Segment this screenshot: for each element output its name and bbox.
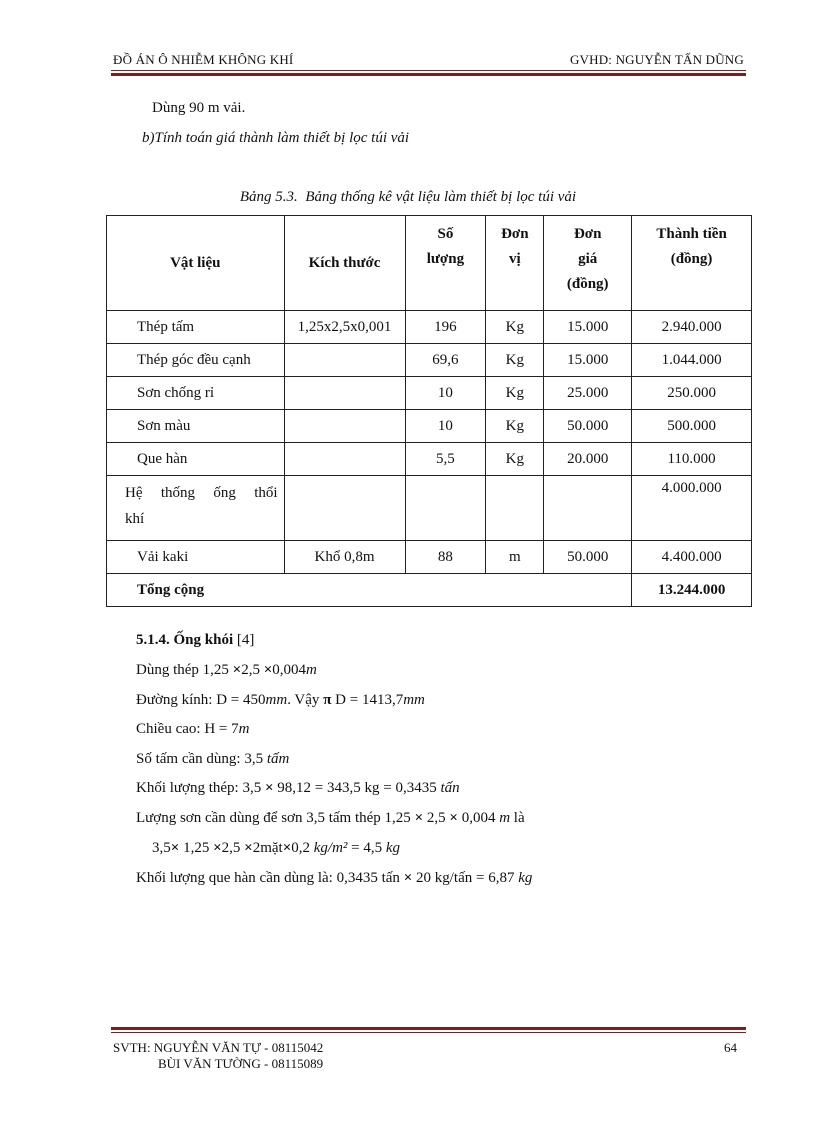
- cell-qty: 196: [405, 311, 486, 344]
- section-line-3: Chiều cao: H = 7m: [136, 721, 250, 737]
- cell-price: 50.000: [544, 410, 632, 443]
- header-rule-thick: [111, 73, 746, 76]
- cell-material: Sơn màu: [107, 410, 285, 443]
- section-line-7: 3,5× 1,25 ×2,5 ×2mặt×0,2 kg/m² = 4,5 kg: [152, 840, 401, 856]
- footer-author-2: BÙI VĂN TƯỜNG - 08115089: [158, 1056, 324, 1071]
- cell-material: Que hàn: [107, 443, 285, 476]
- cell-material-line-2: khí: [125, 511, 145, 527]
- table-row: [107, 377, 752, 410]
- table-row: [107, 344, 752, 377]
- table-sum-row: [107, 574, 752, 607]
- cell-unit: Kg: [486, 377, 544, 410]
- table-row: [107, 410, 752, 443]
- cell-price: [544, 476, 632, 541]
- cell-unit: Kg: [486, 410, 544, 443]
- cell-material: Thép tấm: [107, 311, 285, 344]
- multiply-icon: ×: [244, 840, 253, 856]
- col-header-total: Thành tiền (đồng): [632, 216, 752, 311]
- multiply-icon: ×: [170, 840, 180, 856]
- section-ref: [4]: [236, 632, 255, 648]
- multiply-icon: ×: [414, 810, 424, 826]
- materials-table: [106, 215, 752, 607]
- cell-size: [284, 476, 405, 541]
- multiply-icon: ×: [264, 780, 274, 796]
- cell-qty: 10: [405, 377, 486, 410]
- section-line-8: Khối lượng que hàn cần dùng là: 0,3435 tấn × 20 kg/tấn = 6,87 kg: [136, 870, 533, 886]
- section-line-1: Dùng thép 1,25 ×2,5 ×0,004m: [136, 662, 317, 678]
- intro-line-1: Dùng 90 m vải.: [152, 100, 246, 116]
- cell-price: 50.000: [544, 541, 632, 574]
- section-title: 5.1.4. Ống khói: [136, 632, 234, 648]
- cell-total: 2.940.000: [632, 311, 752, 344]
- cell-size: [284, 410, 405, 443]
- cell-unit: Kg: [486, 344, 544, 377]
- cell-size: [284, 377, 405, 410]
- cell-unit: [486, 476, 544, 541]
- cell-price: 15.000: [544, 344, 632, 377]
- footer-rule-thick: [111, 1027, 746, 1030]
- cell-qty: 10: [405, 410, 486, 443]
- cell-size: 1,25x2,5x0,001: [284, 311, 405, 344]
- col-header-qty: Số lượng: [405, 216, 486, 311]
- header-right: GVHD: NGUYỄN TẤN DŨNG: [569, 52, 744, 67]
- table-row: [107, 541, 752, 574]
- multiply-icon: ×: [282, 840, 292, 856]
- multiply-icon: ×: [449, 810, 458, 826]
- cell-material: Sơn chống rỉ: [107, 377, 285, 410]
- table-header-row: [107, 216, 752, 311]
- cell-unit: m: [486, 541, 544, 574]
- cell-total: 250.000: [632, 377, 752, 410]
- cell-qty: 88: [405, 541, 486, 574]
- section-line-2: Đường kính: D = 450mm. Vậy π D = 1413,7mm: [136, 692, 425, 708]
- cell-price: 25.000: [544, 377, 632, 410]
- cell-material-line-1: Hệ thống ống thổi: [125, 485, 278, 501]
- cell-total: 4.000.000: [632, 476, 752, 541]
- cell-size: [284, 344, 405, 377]
- multiply-icon: ×: [403, 870, 413, 886]
- col-header-price: Đơn giá (đồng): [544, 216, 632, 311]
- multiply-icon: ×: [213, 840, 222, 856]
- pi-symbol: π: [323, 692, 332, 708]
- intro-line-2: b)Tính toán giá thành làm thiết bị lọc túi vải: [142, 130, 410, 146]
- cell-total: 1.044.000: [632, 344, 752, 377]
- header-left: ĐỒ ÁN Ô NHIỄM KHÔNG KHÍ: [113, 52, 294, 67]
- cell-total: 110.000: [632, 443, 752, 476]
- cell-qty: 5,5: [405, 443, 486, 476]
- col-header-unit: Đơn vị: [486, 216, 544, 311]
- table-caption-prefix: Bảng 5.3.: [239, 189, 298, 205]
- footer-author-1: SVTH: NGUYỄN VĂN TỰ - 08115042: [113, 1040, 324, 1055]
- section-line-5: Khối lượng thép: 3,5 × 98,12 = 343,5 kg = 0,3435 tấn: [136, 780, 460, 796]
- table-row: [107, 311, 752, 344]
- page-number: 64: [724, 1040, 737, 1055]
- cell-material: Vải kaki: [107, 541, 285, 574]
- cell-size: [284, 443, 405, 476]
- table-row: [107, 476, 752, 541]
- cell-price: 15.000: [544, 311, 632, 344]
- sum-label: Tổng cộng: [107, 574, 632, 607]
- section-line-6: Lượng sơn cần dùng để sơn 3,5 tấm thép 1,25 × 2,5 × 0,004 m là: [136, 810, 525, 826]
- cell-unit: Kg: [486, 443, 544, 476]
- header-rule-thin: [111, 70, 746, 71]
- cell-qty: [405, 476, 486, 541]
- cell-unit: Kg: [486, 311, 544, 344]
- footer-rule-thin: [111, 1032, 746, 1033]
- cell-total: 4.400.000: [632, 541, 752, 574]
- table-caption-text: Bảng thống kê vật liệu làm thiết bị lọc túi vải: [305, 189, 577, 205]
- cell-price: 20.000: [544, 443, 632, 476]
- cell-material: [107, 476, 285, 541]
- cell-qty: 69,6: [405, 344, 486, 377]
- cell-total: 500.000: [632, 410, 752, 443]
- table-row: [107, 443, 752, 476]
- cell-material: Thép góc đều cạnh: [107, 344, 285, 377]
- multiply-icon: ×: [263, 662, 273, 678]
- col-header-size: Kích thước: [284, 216, 405, 311]
- table-caption: [0, 189, 816, 206]
- col-header-material: Vật liệu: [107, 216, 285, 311]
- section-line-4: Số tấm cần dùng: 3,5 tấm: [136, 751, 290, 767]
- section-heading: [136, 632, 254, 649]
- multiply-icon: ×: [232, 662, 242, 678]
- sum-value: 13.244.000: [632, 574, 752, 607]
- cell-size: Khổ 0,8m: [284, 541, 405, 574]
